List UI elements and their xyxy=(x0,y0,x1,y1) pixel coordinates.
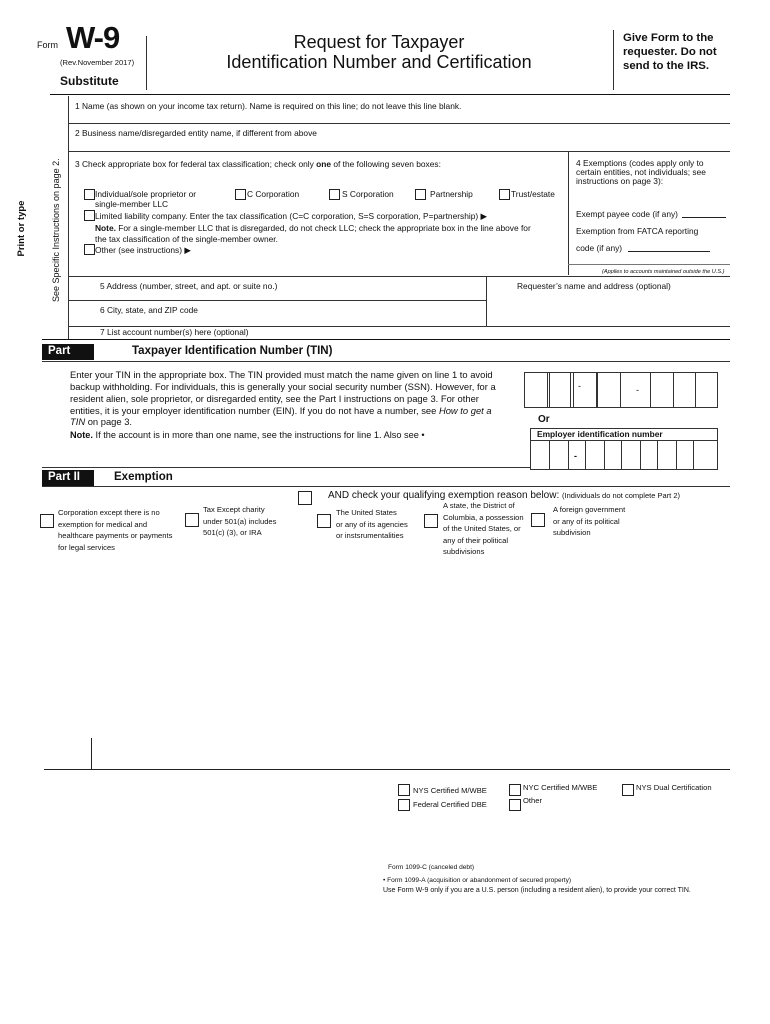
give-form-line1: Give Form to the xyxy=(623,32,714,44)
other-checkbox[interactable] xyxy=(84,244,95,255)
exemption-charity-checkbox[interactable] xyxy=(185,513,199,527)
fatca-label-1: Exemption from FATCA reporting xyxy=(576,226,699,236)
part2-title: Exemption xyxy=(114,471,173,483)
line6-city-input[interactable] xyxy=(98,314,483,324)
llc-note-line1: Note. For a single-member LLC that is disregarded, do not check LLC; check the appropriate box in the line above for xyxy=(95,223,531,233)
part1-note: Note. If the account is in more than one name, see the instructions for line 1. Also see • xyxy=(70,430,425,440)
exemption-corporation-line2: exemption for medical and xyxy=(58,520,148,529)
print-or-type-label: Print or type xyxy=(16,200,28,257)
exemption-state-line3: of the United States, or xyxy=(443,524,521,533)
part1-text-4: entities, it is your employer identification number (EIN). If you do not have a number, see How to get a xyxy=(70,405,492,416)
exempt-payee-label: Exempt payee code (if any) xyxy=(576,209,678,219)
exemption-us-line3: or instsrumentalities xyxy=(336,531,404,540)
partnership-checkbox[interactable] xyxy=(415,189,426,200)
form-number: W-9 xyxy=(66,20,120,55)
line5-address-input[interactable] xyxy=(98,290,483,300)
ssn-dash-2: - xyxy=(636,385,639,395)
part1-text-5: TIN on page 3. xyxy=(70,416,133,427)
individual-label: Individual/sole proprietor or xyxy=(95,189,197,199)
individual-label-2: single-member LLC xyxy=(95,199,169,209)
exemptions-heading-1: 4 Exemptions (codes apply only to xyxy=(576,158,704,168)
exemption-corporation-line1: Corporation except there is no xyxy=(58,508,160,517)
nys-dual-checkbox[interactable] xyxy=(622,784,634,796)
federal-dbe-checkbox[interactable] xyxy=(398,799,410,811)
footer-line2: • Form 1099-A (acquisition or abandonment of secured property) xyxy=(383,877,572,884)
line6-city-label: 6 City, state, and ZIP code xyxy=(100,305,198,315)
exemption-corporation-line3: healthcare payments or payments xyxy=(58,531,173,540)
or-label: Or xyxy=(538,414,550,425)
exemption-charity-line3: 501(c) (3), or IRA xyxy=(203,528,262,537)
nys-mwbe-checkbox[interactable] xyxy=(398,784,410,796)
part1-label: Part xyxy=(42,344,94,360)
revision-date: (Rev.November 2017) xyxy=(60,58,135,67)
exemption-state-line2: Columbia, a possession xyxy=(443,513,524,522)
give-form-line3: send to the IRS. xyxy=(623,60,710,72)
signature-line[interactable] xyxy=(44,769,730,770)
ein-dash: - xyxy=(574,451,577,461)
c-corporation-checkbox[interactable] xyxy=(235,189,246,200)
exemption-corporation-line4: for legal services xyxy=(58,543,115,552)
part1-text-3: resident alien, sole proprietor, or disregarded entity, see the Part I instructions on page 3. For other xyxy=(70,393,479,404)
exemption-state-line5: subdivisions xyxy=(443,547,485,556)
exemption-charity-line1: Tax Except charity xyxy=(203,505,265,514)
substitute-label: Substitute xyxy=(60,74,119,88)
give-form-line2: requester. Do not xyxy=(623,46,717,58)
part1-text-1: Enter your TIN in the appropriate box. The TIN provided must match the name given on line 1 to avoid xyxy=(70,369,493,380)
other-cert-checkbox[interactable] xyxy=(509,799,521,811)
llc-label: Limited liability company. Enter the tax classification (C=C corporation, S=S corporation, P=partnership) ▶ xyxy=(95,211,487,221)
exemption-us-checkbox[interactable] xyxy=(317,514,331,528)
form-title-line1: Request for Taxpayer xyxy=(293,32,465,52)
exemption-foreign-line3: subdivision xyxy=(553,528,591,537)
and-check-label: AND check your qualifying exemption reason below: (Individuals do not complete Part 2) xyxy=(328,490,680,501)
c-corporation-label: C Corporation xyxy=(247,189,300,199)
exemption-state-line1: A state, the District of xyxy=(443,501,515,510)
nys-dual-label: NYS Dual Certification xyxy=(636,783,712,792)
see-specific-instructions-label: See Specific Instructions on page 2. xyxy=(51,158,61,302)
exempt-payee-input[interactable] xyxy=(682,217,726,218)
ssn-dash-1: - xyxy=(578,381,581,391)
other-label: Other (see instructions) ▶ xyxy=(95,245,191,255)
exemption-foreign-checkbox[interactable] xyxy=(531,513,545,527)
trust-estate-checkbox[interactable] xyxy=(499,189,510,200)
exemptions-heading-3: instructions on page 3): xyxy=(576,176,664,186)
exemptions-heading-2: certain entities, not individuals; see xyxy=(576,167,706,177)
exemption-foreign-line1: A foreign government xyxy=(553,505,626,514)
requester-name-label: Requester’s name and address (optional) xyxy=(517,281,671,291)
s-corporation-label: S Corporation xyxy=(342,189,394,199)
footer-line1: Form 1099-C (canceled debt) xyxy=(388,864,475,871)
part2-label: Part II xyxy=(42,470,94,486)
and-check-checkbox[interactable] xyxy=(298,491,312,505)
nys-mwbe-label: NYS Certified M/WBE xyxy=(413,786,487,795)
partnership-label: Partnership xyxy=(430,189,473,199)
exemption-state-line4: any of their political xyxy=(443,536,509,545)
fatca-label-2: code (if any) xyxy=(576,243,623,253)
exemption-state-checkbox[interactable] xyxy=(424,514,438,528)
s-corporation-checkbox[interactable] xyxy=(329,189,340,200)
part1-title: Taxpayer Identification Number (TIN) xyxy=(132,345,333,357)
trust-estate-label: Trust/estate xyxy=(511,189,555,199)
exemption-charity-line2: under 501(a) includes xyxy=(203,517,277,526)
ein-label: Employer identification number xyxy=(537,429,663,439)
line3-classification-label: 3 Check appropriate box for federal tax classification; check only one of the following seven boxes: xyxy=(75,159,441,169)
other-cert-label: Other xyxy=(523,796,542,805)
line2-business-name-input[interactable] xyxy=(72,139,722,149)
exemption-foreign-line2: or any of its political xyxy=(553,517,620,526)
line1-name-label: 1 Name (as shown on your income tax return). Name is required on this line; do not leave this line blank. xyxy=(75,101,462,111)
exemption-corporation-checkbox[interactable] xyxy=(40,514,54,528)
llc-checkbox[interactable] xyxy=(84,210,95,221)
applies-note: (Applies to accounts maintained outside the U.S.) xyxy=(602,269,725,275)
line2-business-name-label: 2 Business name/disregarded entity name, if different from above xyxy=(75,128,317,138)
federal-dbe-label: Federal Certified DBE xyxy=(413,800,487,809)
exemption-us-line2: or any of its agencies xyxy=(336,520,408,529)
llc-note-line2: the tax classification of the single-member owner. xyxy=(95,234,278,244)
footer-line3: Use Form W-9 only if you are a U.S. person (including a resident alien), to provide your correct TIN. xyxy=(383,887,691,894)
form-title-line2: Identification Number and Certification xyxy=(226,52,532,72)
individual-checkbox[interactable] xyxy=(84,189,95,200)
line5-address-label: 5 Address (number, street, and apt. or suite no.) xyxy=(100,281,278,291)
line1-name-input[interactable] xyxy=(72,112,722,122)
exemption-us-line1: The United States xyxy=(336,508,397,517)
part1-text-2: backup withholding. For individuals, this is generally your social security number (SSN). However, for a xyxy=(70,381,496,392)
form-label: Form xyxy=(37,40,58,50)
fatca-code-input[interactable] xyxy=(628,251,710,252)
nyc-mwbe-checkbox[interactable] xyxy=(509,784,521,796)
line7-account-label: 7 List account number(s) here (optional) xyxy=(100,327,249,337)
nyc-mwbe-label: NYC Certified M/WBE xyxy=(523,783,598,792)
